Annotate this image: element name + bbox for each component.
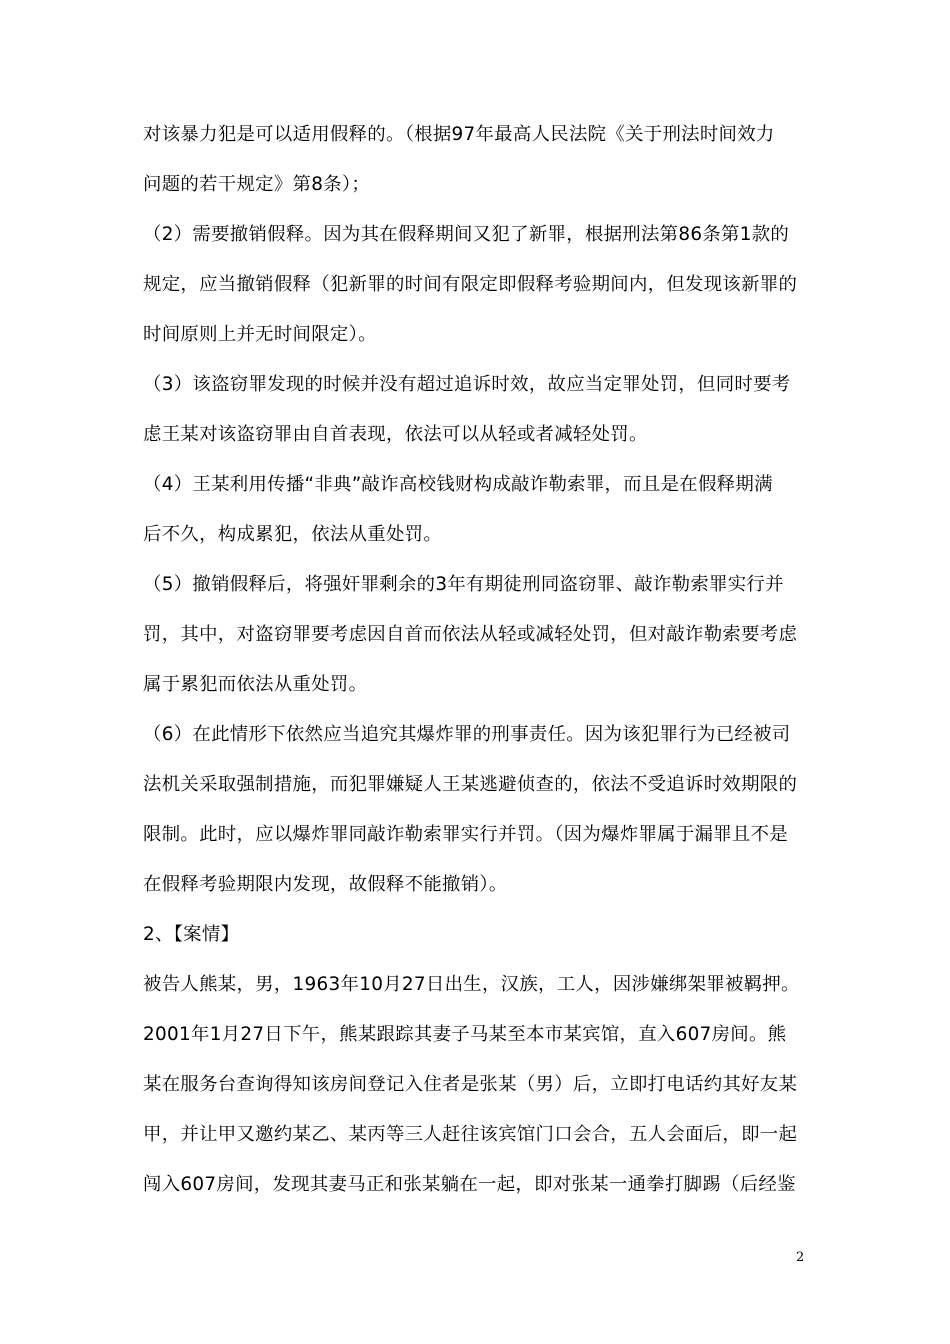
text-line: （5）撤销假释后，将强奸罪剩余的3年有期徒刑同盗窃罪、敲诈勒索罪实行并 [143, 574, 784, 595]
page-number: 2 [796, 1250, 805, 1265]
text-line: （4）王某利用传播“非典”敲诈高校钱财构成敲诈勒索罪，而且是在假释期满 [143, 474, 773, 495]
text-line: 在假释考验期限内发现，故假释不能撤销）。 [143, 874, 508, 895]
text-line: 对该暴力犯是可以适用假释的。（根据97年最高人民法院《关于刑法时间效力 [143, 124, 775, 145]
text-line: 某在服务台查询得知该房间登记入住者是张某（男）后，立即打电话约其好友某 [143, 1074, 798, 1095]
text-line: 法机关采取强制措施，而犯罪嫌疑人王某逃避侦查的，依法不受追诉时效期限的 [143, 774, 798, 795]
text-line: （6）在此情形下依然应当追究其爆炸罪的刑事责任。因为该犯罪行为已经被司 [143, 724, 791, 745]
text-line: 虑王某对该盗窃罪由自首表现，依法可以从轻或者减轻处罚。 [143, 424, 648, 445]
text-line: 限制。此时，应以爆炸罪同敲诈勒索罪实行并罚。（因为爆炸罪属于漏罪且不是 [143, 824, 788, 845]
text-line: （2）需要撤销假释。因为其在假释期间又犯了新罪，根据刑法第86条第1款的 [143, 224, 790, 245]
text-line: 属于累犯而依法从重处罚。 [143, 674, 368, 695]
text-line: 2、【案情】 [143, 924, 240, 945]
text-line: 规定，应当撤销假释（犯新罪的时间有限定即假释考验期间内，但发现该新罪的 [143, 274, 798, 295]
text-line: 时间原则上并无时间限定）。 [143, 324, 377, 345]
text-line: （3）该盗窃罪发现的时候并没有超过追诉时效，故应当定罪处罚，但同时要考 [143, 374, 791, 395]
text-line: 罚，其中，对盗窃罪要考虑因自首而依法从轻或减轻处罚，但对敲诈勒索要考虑 [143, 624, 798, 645]
text-line: 2001年1月27日下午，熊某跟踪其妻子马某至本市某宾馆，直入607房间。熊 [143, 1024, 787, 1045]
text-line: 被告人熊某，男，1963年10月27日出生，汉族，工人，因涉嫌绑架罪被羁押。 [143, 974, 800, 995]
text-line: 甲，并让甲又邀约某乙、某丙等三人赶往该宾馆门口会合，五人会面后，即一起 [143, 1124, 798, 1145]
text-line: 后不久，构成累犯，依法从重处罚。 [143, 524, 443, 545]
text-line: 问题的若干规定》第8条）； [143, 174, 371, 195]
text-line: 闯入607房间，发现其妻马正和张某躺在一起，即对张某一通拳打脚踢（后经鉴 [143, 1174, 796, 1195]
